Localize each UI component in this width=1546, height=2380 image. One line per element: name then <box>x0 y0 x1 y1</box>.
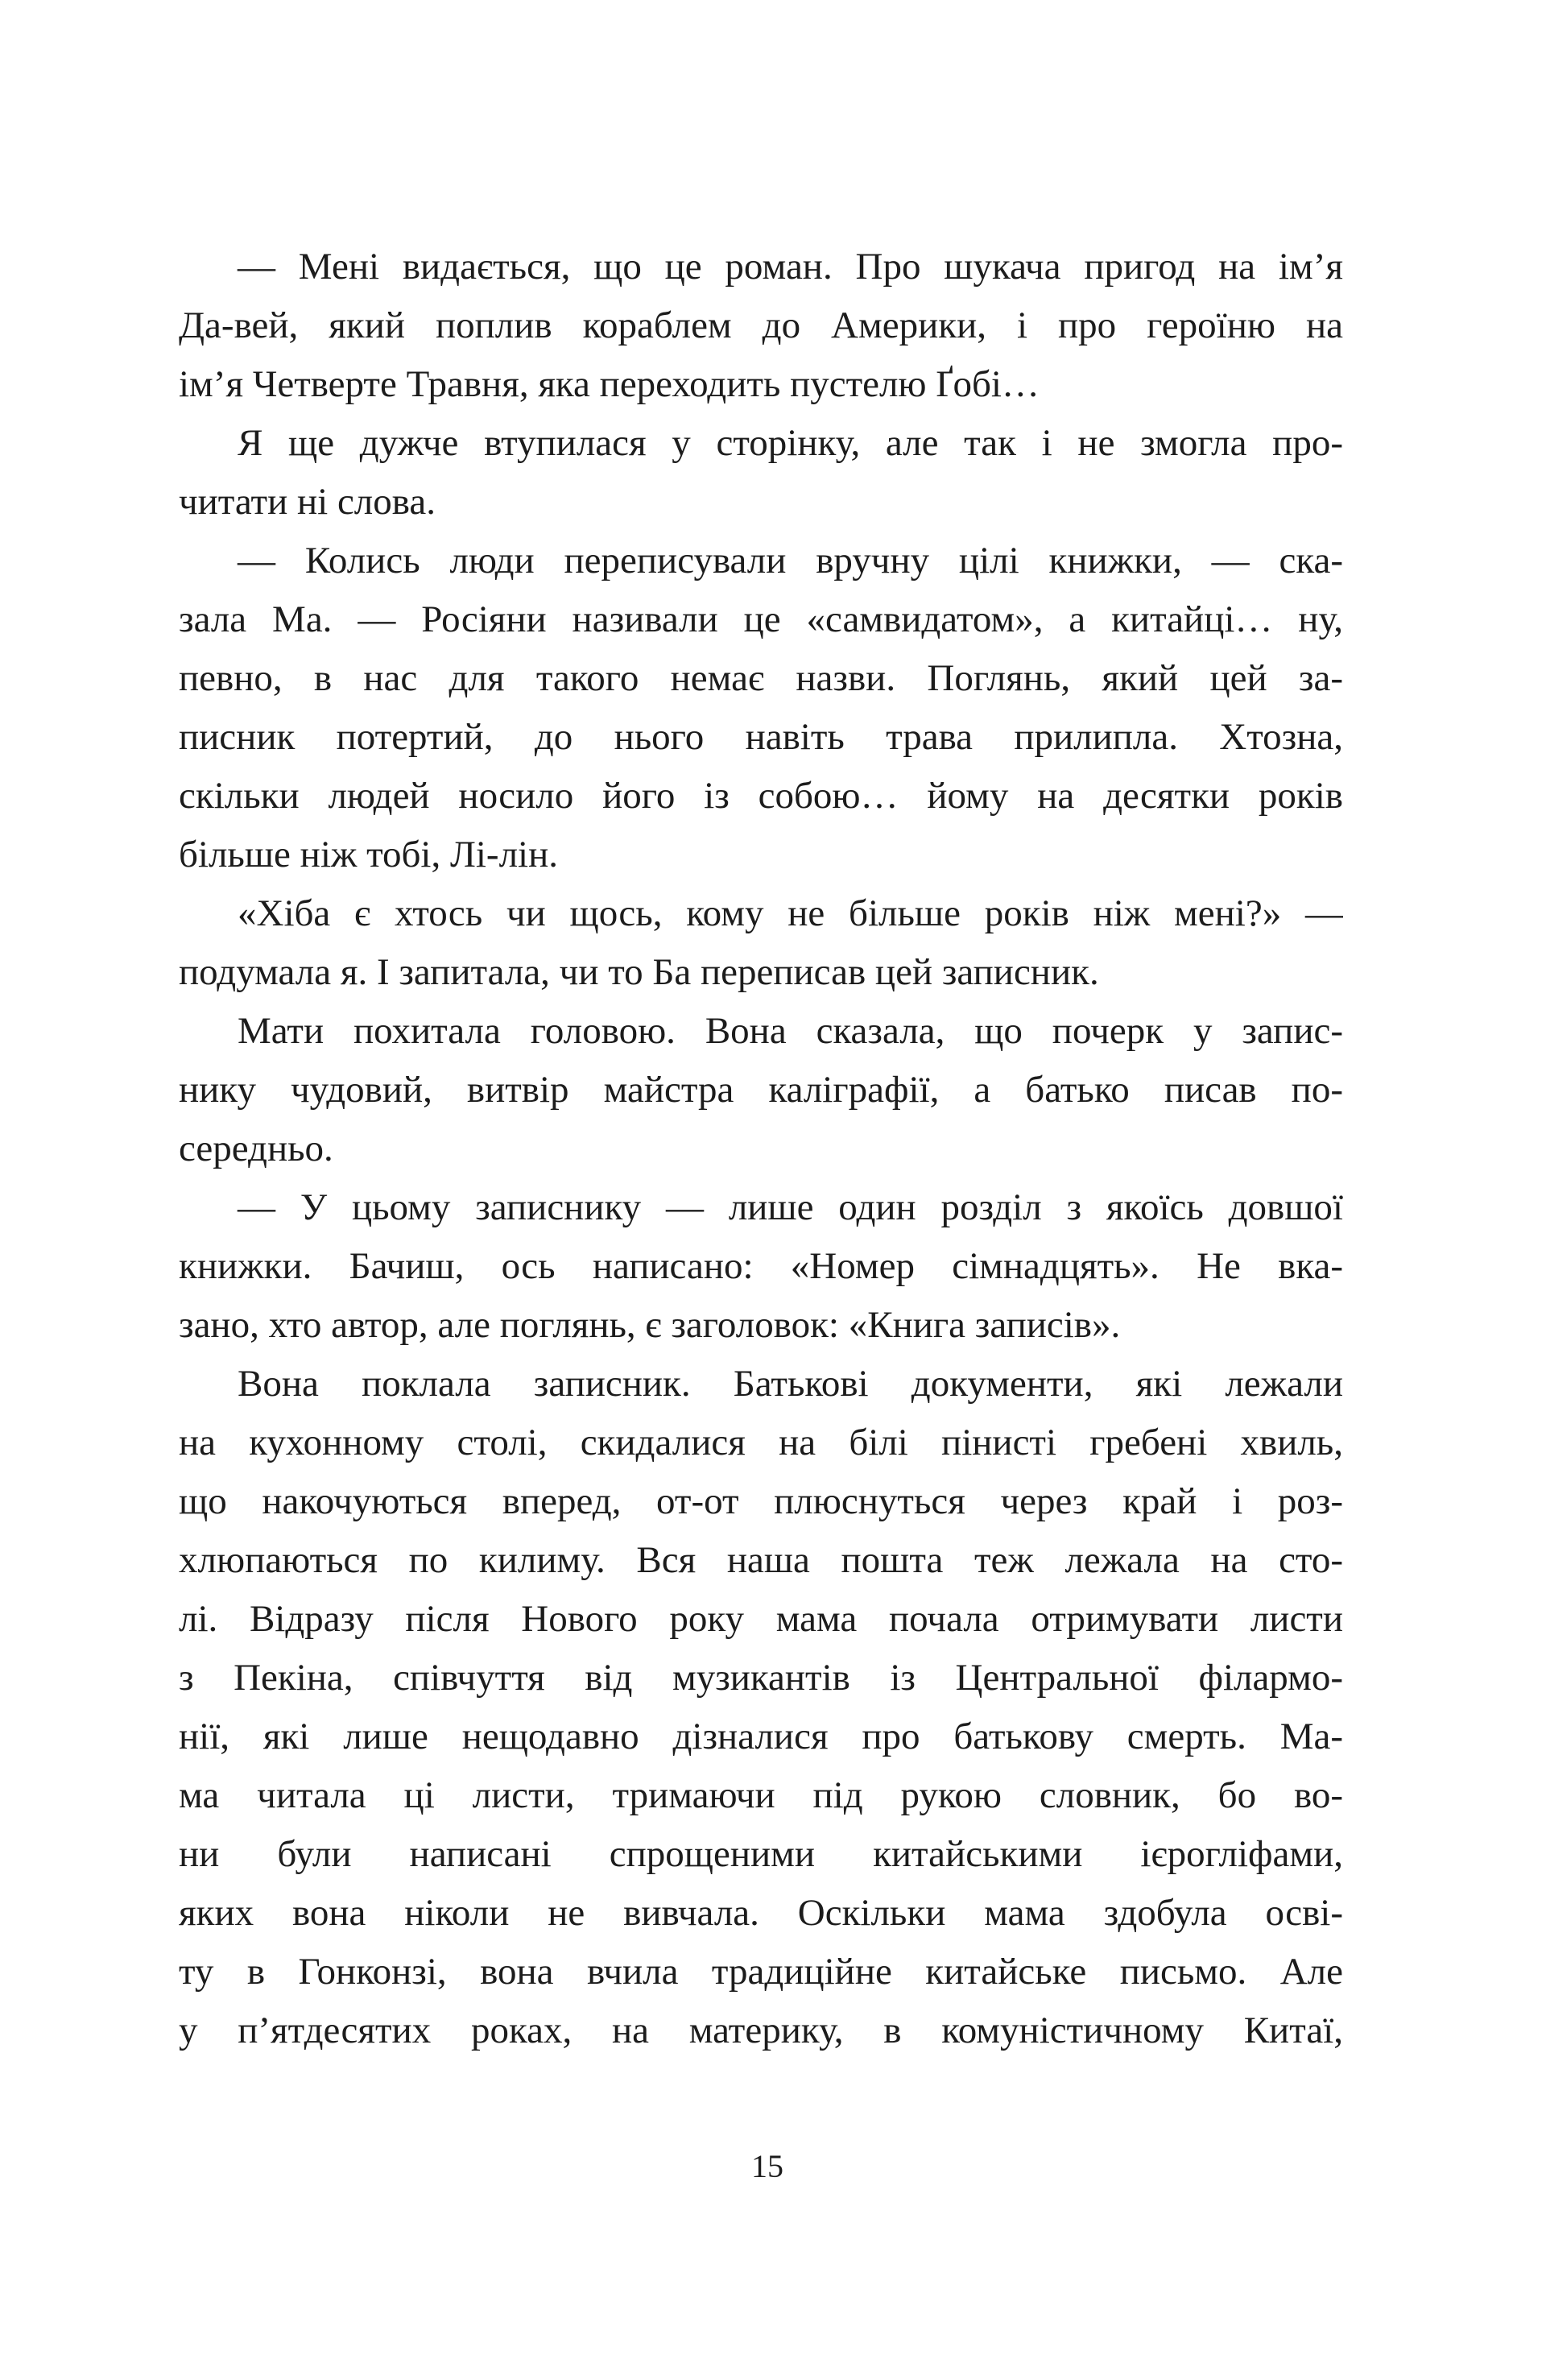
paragraph-first-line: Мати похитала головою. Вона сказала, що почерк у запис- <box>238 1010 1343 1052</box>
text-line: нику чудовий, витвір майстра каліграфії, а батько писав по- <box>179 1069 1343 1111</box>
text-line: писник потертий, до нього навіть трава прилипла. Хтозна, <box>179 716 1343 758</box>
text-line: Да-вей, який поплив кораблем до Америки, і про героїню на <box>179 304 1343 346</box>
text-line: яких вона ніколи не вивчала. Оскільки мама здобула осві- <box>179 1892 1343 1934</box>
text-line: ни були написані спрощеними китайськими ієрогліфами, <box>179 1833 1343 1875</box>
text-line: книжки. Бачиш, ось написано: «Номер сімнадцять». Не вка- <box>179 1245 1343 1287</box>
paragraph-first-line: Я ще дужче втупилася у сторінку, але так і не змогла про- <box>238 422 1343 464</box>
text-line: середньо. <box>179 1128 333 1169</box>
text-line: що накочуються вперед, от-от плюснуться через край і роз- <box>179 1480 1343 1522</box>
page-number <box>0 2142 1546 2191</box>
paragraph-first-line: — Мені видається, що це роман. Про шукача пригод на ім’я <box>238 246 1343 288</box>
text-line: зала Ма. — Росіяни називали це «самвидатом», а китайці… ну, <box>179 598 1343 640</box>
text-line: ту в Гонконзі, вона вчила традиційне китайське письмо. Але <box>179 1951 1343 1993</box>
body-text <box>179 238 1343 2060</box>
text-line: певно, в нас для такого немає назви. Поглянь, який цей за- <box>179 657 1343 699</box>
page-number-label: 15 <box>751 2148 783 2184</box>
text-line: на кухонному столі, скидалися на білі пінисті гребені хвиль, <box>179 1422 1343 1463</box>
text-line: читати ні слова. <box>179 481 436 523</box>
text-line: зано, хто автор, але поглянь, є заголовок: «Книга записів». <box>179 1304 1121 1346</box>
text-line: хлюпаються по килиму. Вся наша пошта теж лежала на сто- <box>179 1539 1343 1581</box>
paragraph-first-line: — У цьому записнику — лише один розділ з якоїсь довшої <box>238 1186 1343 1228</box>
paragraph-first-line: «Хіба є хтось чи щось, кому не більше років ніж мені?» — <box>238 892 1343 934</box>
text-line: у п’ятдесятих роках, на материку, в комуністичному Китаї, <box>179 2010 1343 2051</box>
text-line: нії, які лише нещодавно дізналися про батькову смерть. Ма- <box>179 1716 1343 1757</box>
text-line: ма читала ці листи, тримаючи під рукою словник, бо во- <box>179 1774 1343 1816</box>
paragraph-first-line: Вона поклала записник. Батькові документи, які лежали <box>238 1363 1343 1405</box>
text-line: ім’я Четверте Травня, яка переходить пустелю Ґобі… <box>179 363 1040 405</box>
text-line: скільки людей носило його із собою… йому на десятки років <box>179 775 1343 817</box>
text-line: з Пекіна, співчуття від музикантів із Центральної філармо- <box>179 1657 1343 1699</box>
text-line: більше ніж тобі, Лі-лін. <box>179 834 558 875</box>
paragraph-first-line: — Колись люди переписували вручну цілі книжки, — ска- <box>238 540 1343 582</box>
text-line: лі. Відразу після Нового року мама почала отримувати листи <box>179 1598 1343 1640</box>
text-line: подумала я. І запитала, чи то Ба переписав цей записник. <box>179 951 1099 993</box>
